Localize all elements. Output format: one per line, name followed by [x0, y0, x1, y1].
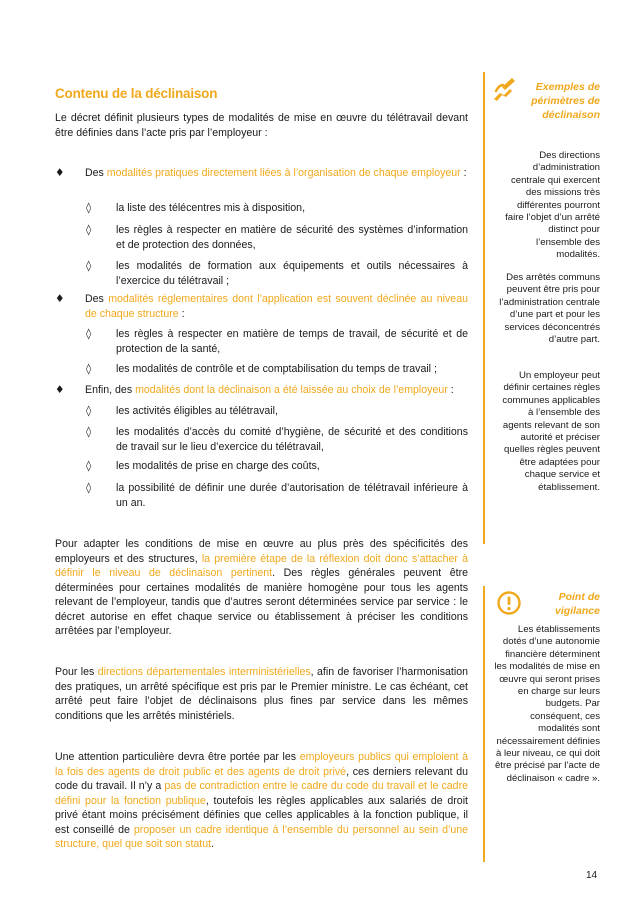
- bullet-text: :: [178, 307, 185, 320]
- paragraph-text: .: [211, 838, 215, 850]
- bullet-item: [55, 383, 468, 398]
- sub-item-text: les règles à respecter en matière de temps de travail, de sécurité et de protection de la santé,: [116, 328, 468, 355]
- paragraph-text: , toutefois les règles applicables aux salariés de droit privé étant moins précisément définies que celles applicables à la fonction publique, il est conseillé de: [55, 794, 468, 836]
- sidebar-box2-text: Les établissements dotés d’une autonomie financière déterminent les modalités de mise en œuvre qui seront prises en charge sur leurs budgets. Par conséquent, ces modalités sont nécessairement définies à leur niveau, ce qui doit être précisé par l’acte de déclinaison « cadre ».: [494, 624, 600, 784]
- sub-item-text: les modalités d’accès du comité d’hygiène, de sécurité et des conditions de travail sur le lieu d’exercice du télétravail,: [116, 426, 468, 453]
- bullet-highlight: modalités pratiques directement liées à l’organisation de chaque employeur: [106, 167, 461, 179]
- bullet-item: [55, 292, 468, 321]
- paragraph: [55, 537, 468, 639]
- paragraph-text: . Des règles générales peuvent être déterminées pour certaines modalités de manière homogène pour tous les agents relevant de l’employeur, tandis que d’autres seront déterminées service par service : le décret autorise en effet chaque service ou établissement à préciser les conditions arrêtées par l’employeur.: [55, 567, 468, 637]
- lozenge-bullet-icon: ◊: [86, 202, 92, 214]
- diamond-bullet-icon: ♦: [55, 293, 65, 305]
- paragraph-text: , afin de favoriser l’harmonisation des pratiques, un arrêté spécifique est pris par le Premier ministre. Le cas échéant, cet arrêté peut faire l’objet de déclinaisons plus fines par service dans les mêmes conditions que les arrêtés ministériels.: [55, 666, 468, 722]
- paragraph-highlight: proposer un cadre identique à l’ensemble du personnel au sein d’une structure, quel que soit son statut: [55, 823, 468, 850]
- bullet-text: Enfin, des: [85, 384, 136, 396]
- bullet-text: Des: [85, 293, 109, 305]
- bullet-highlight: modalités réglementaires dont l’application est souvent déclinée au niveau de chaque structure: [85, 293, 468, 320]
- section-heading: Contenu de la déclinaison: [55, 86, 218, 101]
- sub-item-text: les activités éligibles au télétravail,: [116, 405, 278, 417]
- bullet-text: :: [447, 384, 454, 396]
- lozenge-bullet-icon: ◊: [86, 363, 92, 375]
- sidebar-box1-para: Des arrêtés communs peuvent être pris pour l’administration centrale d’une part et pour les services déconcentrés d’autre part.: [499, 272, 600, 346]
- sidebar-box1-para: Des directions d’administration centrale qui exercent des missions très différentes pourront faire l’objet d’un arrêté distinct pour l’ensemble des modalités.: [505, 150, 600, 261]
- paragraph-highlight: la première étape de la réflexion doit donc s’attacher à définir le niveau de déclinaison pertinent: [55, 552, 468, 579]
- sub-item: [55, 259, 468, 288]
- intro-paragraph: [55, 111, 468, 140]
- paragraph-highlight: employeurs publics qui emploient à la fois des agents de droit public et des agents de droit privé: [55, 751, 468, 778]
- bullet-highlight: modalités dont la déclinaison a été laissée au choix de l’employeur: [135, 384, 448, 396]
- paragraph: [55, 665, 468, 723]
- paragraph-text: , ces derniers relevant du code du travail. Il n’y a: [55, 765, 468, 792]
- pencil-hand-icon: [490, 75, 518, 103]
- lozenge-bullet-icon: ◊: [86, 260, 92, 272]
- sub-item: [55, 404, 468, 419]
- sub-item: [55, 481, 468, 510]
- sub-item-text: les modalités de formation aux équipements et outils nécessaires à l’exercice du télétravail ;: [116, 260, 468, 287]
- intro-text: Le décret définit plusieurs types de modalités de mise en œuvre du télétravail devant être définies dans l’acte pris par l’employeur :: [55, 112, 468, 139]
- bullet-text: Des: [85, 167, 107, 179]
- paragraph-highlight: directions départementales interministérielles: [97, 666, 311, 678]
- sub-item-text: les règles à respecter en matière de sécurité des systèmes d’information et de protection des données,: [116, 224, 468, 251]
- sidebar-box1-title: Exemples de périmètres de déclinaison: [531, 81, 600, 121]
- paragraph-text: Pour les: [55, 666, 98, 678]
- sub-item: [55, 362, 468, 377]
- lozenge-bullet-icon: ◊: [86, 328, 92, 340]
- sub-item: [55, 201, 468, 216]
- paragraph-text: Pour adapter les conditions de mise en œuvre au plus près des spécificités des employeurs et des structures,: [55, 538, 468, 565]
- lozenge-bullet-icon: ◊: [86, 224, 92, 236]
- bullet-item: [55, 166, 468, 181]
- lozenge-bullet-icon: ◊: [86, 405, 92, 417]
- sidebar-rule: [483, 72, 485, 544]
- paragraph-highlight: pas de contradiction entre le cadre du code du travail et le cadre défini pour la fonction publique: [55, 780, 468, 807]
- sub-item-text: les modalités de contrôle et de comptabilisation du temps de travail ;: [116, 363, 437, 375]
- warning-circle-icon: [496, 590, 522, 616]
- lozenge-bullet-icon: ◊: [86, 426, 92, 438]
- sub-item-text: la liste des télécentres mis à disposition,: [116, 202, 306, 214]
- sub-item: [55, 327, 468, 356]
- sub-item: [55, 459, 468, 474]
- paragraph: [55, 750, 468, 852]
- paragraph-text: Une attention particulière devra être portée par les: [55, 751, 300, 763]
- lozenge-bullet-icon: ◊: [86, 460, 92, 472]
- bullet-text: :: [460, 167, 467, 179]
- sub-item: [55, 223, 468, 252]
- page-number: 14: [586, 870, 598, 881]
- sidebar-box2-title: Point de vigilance: [555, 591, 600, 617]
- sub-item-text: la possibilité de définir une durée d’autorisation de télétravail inférieure à un an.: [116, 482, 468, 509]
- lozenge-bullet-icon: ◊: [86, 482, 92, 494]
- diamond-bullet-icon: ♦: [55, 167, 65, 179]
- sub-item-text: les modalités de prise en charge des coûts,: [116, 460, 320, 472]
- sub-item: [55, 425, 468, 454]
- sidebar-rule: [483, 586, 485, 862]
- diamond-bullet-icon: ♦: [55, 384, 65, 396]
- sidebar-box1-para: Un employeur peut définir certaines règles communes applicables à l’ensemble des agents relevant de son autorité et préciser quelles règles peuvent être adaptées pour chaque service et établissement.: [502, 370, 600, 493]
